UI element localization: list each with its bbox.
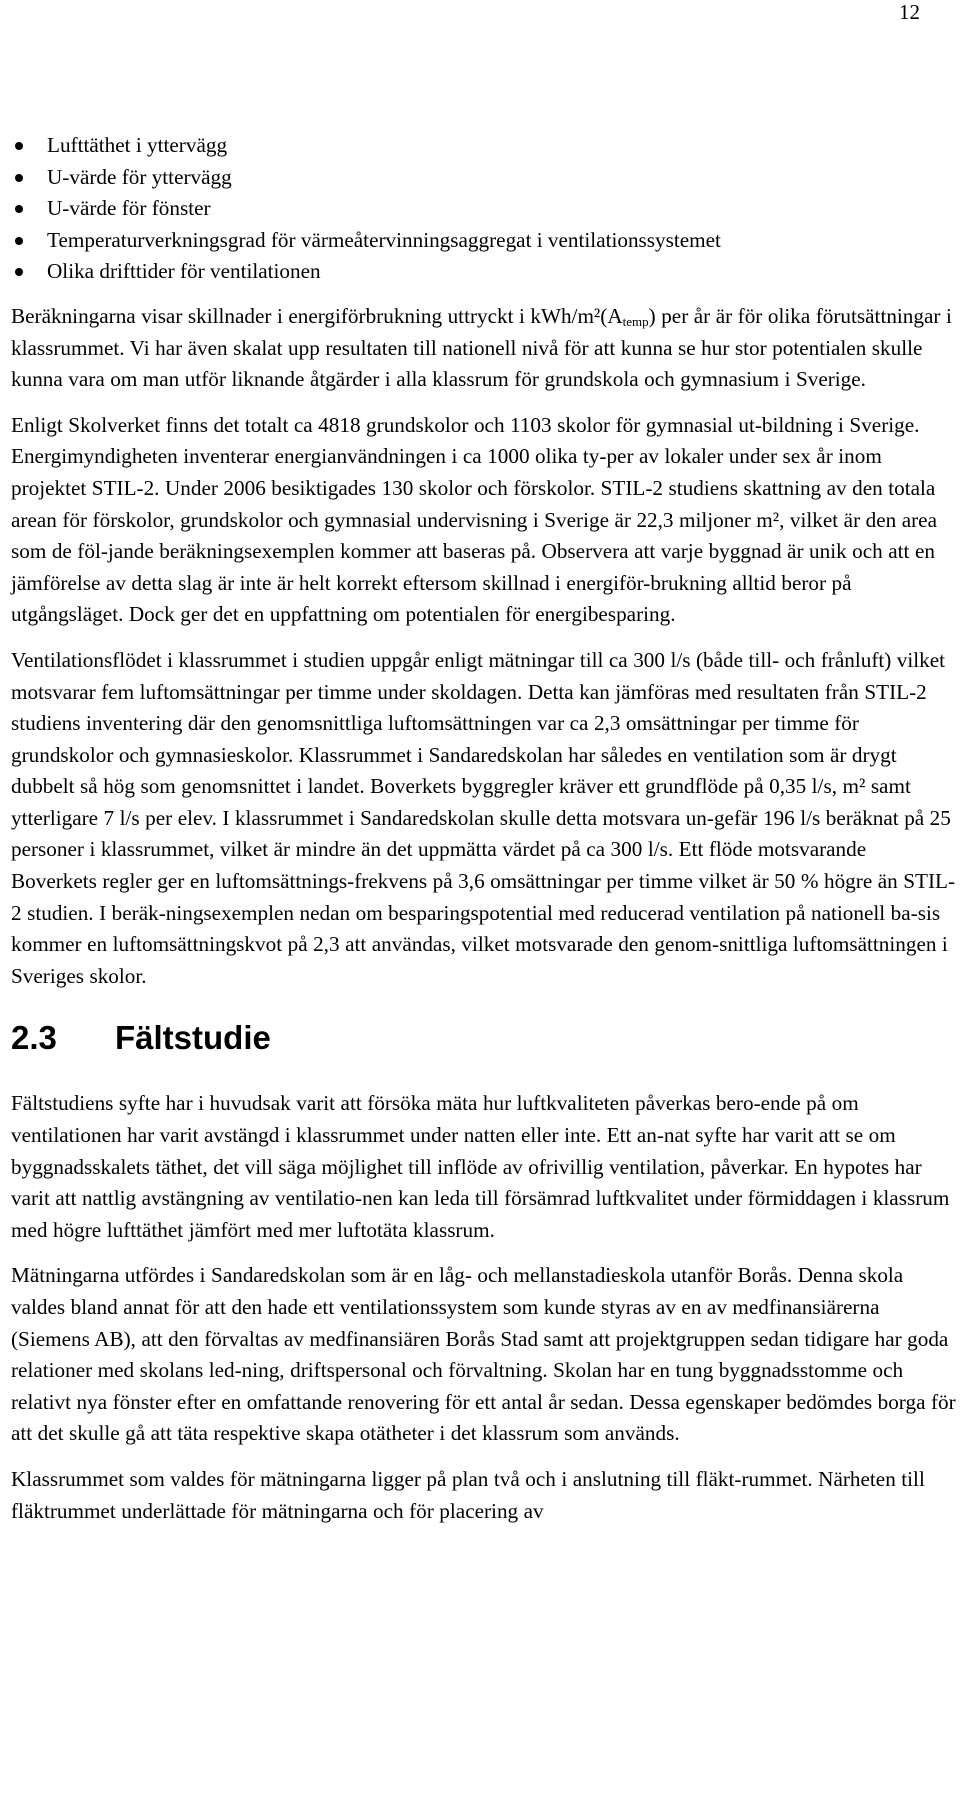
bullet-icon <box>15 142 23 150</box>
bullet-item <box>11 225 957 257</box>
bullet-text: U-värde för fönster <box>47 196 211 221</box>
section-title: Fältstudie <box>115 1019 271 1057</box>
bullet-text: Olika drifttider för ventilationen <box>47 259 321 284</box>
bullet-item <box>11 162 957 194</box>
bullet-text: U-värde för yttervägg <box>47 164 232 189</box>
paragraph-text: Beräkningarna visar skillnader i energiförbrukning uttryckt i kWh/m²(A <box>11 303 623 328</box>
bullet-list <box>11 130 957 288</box>
bullet-icon <box>15 174 23 182</box>
bullet-icon <box>15 237 23 245</box>
paragraph-text: ) per år är för olika förutsättningar i klassrummet. Vi har även skalat upp resultaten till nationell nivå för att kunna se hur stor potentialen skulle kunna vara om man utför liknande åtgärder i alla klassrum för grundskola och gymnasium i Sverige. <box>11 303 952 392</box>
bullet-item <box>11 193 957 225</box>
bullet-text: Lufttäthet i yttervägg <box>47 133 228 157</box>
paragraph-measurements: Mätningarna utfördes i Sandaredskolan som är en låg- och mellanstadieskola utanför Borås. Denna skola valdes bland annat för att den hade ett ventilationssystem som kunde styras av en av medfinansiärerna (Siemens AB), att den förvaltas av medfinansiären Borås Stad samt att projektgruppen sedan tidigare har goda relationer med skolans led-ning, driftspersonal och förvaltning. Skolan har en tung byggnadsstomme och relativt nya fönster efter en omfattande renovering för ett antal år sedan. Dessa egenskaper bedömdes borga för att det skulle gå att täta respektive skapa otätheter i det klassrum som används. <box>11 1263 956 1446</box>
page-body <box>11 130 957 1527</box>
paragraph-ventilation-flow: Ventilationsflödet i klassrummet i studien uppgår enligt mätningar till ca 300 l/s (både till- och frånluft) vilket motsvarar fem luftomsättningar per timme under skoldagen. Detta kan jämföras med resultaten från STIL-2 studiens inventering där den genomsnittliga luftomsättningen var ca 2,3 omsättningar per timme för grundskolor och gymnasieskolor. Klassrummet i Sandaredskolan har således en ventilation som är drygt dubbelt så hög som genomsnittet i landet. Boverkets byggregler kräver ett grundflöde på 0,35 l/s, m² samt ytterligare 7 l/s per elev. I klassrummet i Sandaredskolan skulle detta motsvara un-gefär 196 l/s beräknat på 25 personer i klassrummet, vilket är mindre än det uppmätta värdet på ca 300 l/s. Ett flöde motsvarande Boverkets regler ger en luftomsättnings-frekvens på 3,6 omsättningar per timme vilket är 50 % högre än STIL-2 studien. I beräk-ningsexemplen nedan om besparingspotential med reducerad ventilation på nationell ba-sis kommer en luftomsättningskvot på 2,3 att användas, vilket motsvarade den genom-snittliga luftomsättningen i Sveriges skolor. <box>11 647 956 988</box>
bullet-item <box>11 130 957 162</box>
bullet-icon <box>15 205 23 213</box>
section-heading <box>11 1018 957 1058</box>
bullet-text: Temperaturverkningsgrad för värmeåtervinningsaggregat i ventilationssystemet <box>47 227 721 252</box>
paragraph-field-study-purpose: Fältstudiens syfte har i huvudsak varit att försöka mäta hur luftkvaliteten påverkas bero-ende på om ventilationen har varit avstängd i klassrummet under natten eller inte. Ett an-nat syfte har varit att se om byggnadsskalets täthet, det vill säga möjlighet till inflöde av ofrivillig ventilation, påverkar. En hypotes har varit att nattlig avstängning av ventilatio-nen kan leda till försämrad luftkvalitet under förmiddagen i klassrum med högre lufttäthet jämfört med mer luftotäta klassrum. <box>11 1091 950 1242</box>
bullet-icon <box>15 268 23 276</box>
subscript-temp: temp <box>622 313 649 329</box>
paragraph-classroom: Klassrummet som valdes för mätningarna ligger på plan två och i anslutning till fläkt-rummet. Närheten till fläktrummet underlättade för mätningarna och för placering av <box>11 1466 925 1523</box>
bullet-item <box>11 256 957 288</box>
paragraph-calculations <box>11 301 957 396</box>
page-number: 12 <box>899 0 920 24</box>
section-number: 2.3 <box>11 1019 57 1057</box>
paragraph-skolverket: Enligt Skolverket finns det totalt ca 4818 grundskolor och 1103 skolor för gymnasial ut-bildning i Sverige. Energimyndigheten inventerar energianvändningen i ca 1000 olika ty-per av lokaler under sex år inom projektet STIL-2. Under 2006 besiktigades 130 skolor och förskolor. STIL-2 studiens skattning av den totala arean för förskolor, grundskolor och gymnasial undervisning i Sverige är 22,3 miljoner m², vilket är den area som de föl-jande beräkningsexemplen kommer att baseras på. Observera att varje byggnad är unik och att en jämförelse av detta slag är inte är helt korrekt eftersom skillnad i energiför-brukning alltid beror på utgångsläget. Dock ger det en uppfattning om potentialen för energibesparing. <box>11 412 937 627</box>
